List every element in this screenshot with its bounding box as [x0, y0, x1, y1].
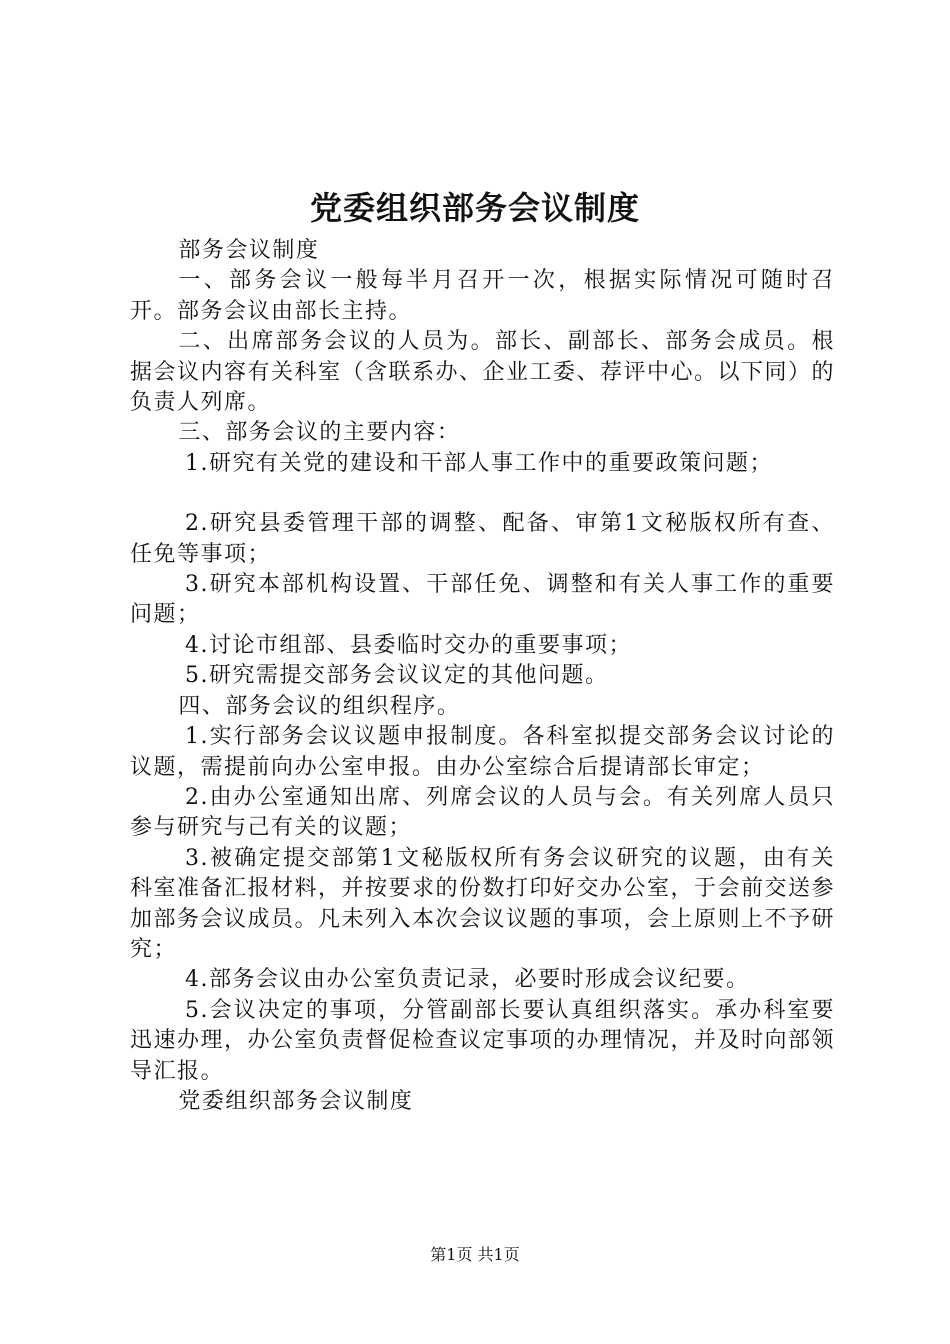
paragraph-item-4-4: 4.部务会议由办公室负责记录，必要时形成会议纪要。: [185, 967, 750, 993]
paragraph-closing: 党委组织部务会议制度: [178, 1088, 414, 1114]
document-body: [130, 236, 835, 1117]
paragraph-section-3: 三、部务会议的主要内容：: [178, 420, 461, 446]
paragraph-item-4-2: 2.由办公室通知出席、列席会议的人员与会。有关列席人员只参与研究与己有关的议题；: [130, 784, 835, 841]
paragraph-section-1: 一、部务会议一般每半月召开一次，根据实际情况可随时召开。部务会议由部长主持。: [130, 268, 835, 324]
paragraph-section-4: 四、部务会议的组织程序。: [178, 693, 461, 719]
paragraph-item-4-3: 3.被确定提交部第1文秘版权所有务会议研究的议题，由有关科室准备汇报材料，并按要求的份数打印好交办公室，于会前交送参加部务会议成员。凡未列入本次会议议题的事项，会上原则上不予研究；: [130, 845, 836, 962]
document-title: 党委组织部务会议制度: [309, 189, 640, 227]
paragraph-section-2: 二、出席部务会议的人员为。部长、副部长、部务会成员。根据会议内容有关科室（含联系办、企业工委、荐评中心。以下同）的负责人列席。: [130, 329, 836, 416]
paragraph-item-3-2: 2.研究县委管理干部的调整、配备、审第1文秘版权所有查、任免等事项；: [130, 511, 835, 567]
paragraph-item-4-1: 1.实行部务会议议题申报制度。各科室拟提交部务会议讨论的议题，需提前向办公室申报。由办公室综合后提请部长审定；: [130, 724, 835, 780]
paragraph-item-3-1: 1.研究有关党的建设和干部人事工作中的重要政策问题；: [185, 450, 773, 476]
paragraph-heading: 部务会议制度: [178, 238, 320, 263]
paragraph-item-3-5: 5.研究需提交部务会议议定的其他问题。: [185, 663, 609, 689]
paragraph-item-3-4: 4.讨论市组部、县委临时交办的重要事项；: [185, 632, 632, 658]
paragraph-item-4-5: 5.会议决定的事项，分管副部长要认真组织落实。承办科室要迅速办理，办公室负责督促检查议定事项的办理情况，并及时向部领导汇报。: [130, 997, 836, 1084]
paragraph-item-3-3: 3.研究本部机构设置、干部任免、调整和有关人事工作的重要问题；: [130, 572, 835, 628]
page-number-footer: 第1页 共1页: [430, 1245, 520, 1264]
